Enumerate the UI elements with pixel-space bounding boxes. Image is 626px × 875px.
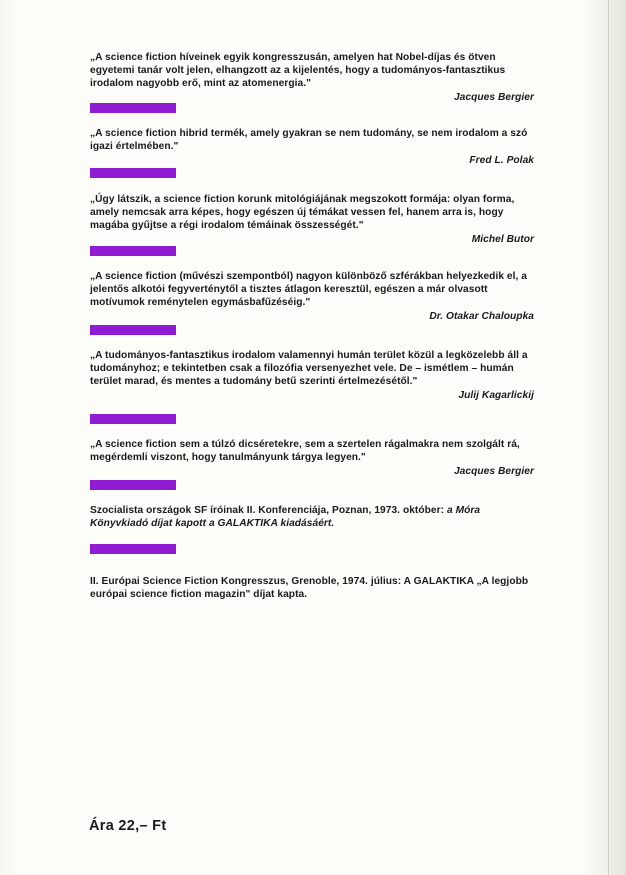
quote-author: Fred L. Polak	[469, 155, 534, 166]
award-event: Szocialista országok SF íróinak II. Konferenciája, Poznan, 1973. október:	[90, 505, 445, 516]
award-event: II. Európai Science Fiction Kongresszus, Grenoble, 1974. július: A GALAKTIKA „A legjobb európai science fiction magazin" díjat kapta.	[90, 576, 529, 600]
purple-divider	[90, 480, 176, 490]
quote-text: „Úgy látszik, a science fiction korunk mitológiájának megszokott formája: olyan forma, amely nemcsak arra képes, hogy egészen új témákat vessen fel, hanem arra is, hogy magába gyűjtse a régi irodalom témáinak összességét."	[90, 194, 515, 231]
quote-block	[90, 193, 534, 246]
quote-block	[90, 127, 534, 167]
quote-text: „A science fiction sem a túlzó dicséretekre, sem a szertelen rágalmakra nem szolgált rá, megérdemli viszont, hogy tanulmányunk tárgya legyen."	[90, 439, 520, 463]
quote-text: „A science fiction hibrid termék, amely gyakran se nem tudomány, se nem irodalom a szó igazi értelmében."	[90, 128, 528, 152]
quote-block	[90, 51, 534, 104]
award-text	[90, 575, 534, 601]
purple-divider	[90, 168, 176, 178]
price-label: Ára 22,– Ft	[89, 818, 167, 834]
quote-block	[90, 349, 534, 402]
purple-divider	[90, 246, 176, 256]
quote-text: „A tudományos-fantasztikus irodalom valamennyi humán terület közül a legközelebb áll a tudományhoz; e tekintetben csak a filozófia versenyezhet vele. De – ismétlem – humán terület marad, és mentes a tudomány betű szerinti értelmezésétől."	[90, 350, 528, 387]
award-text	[90, 504, 534, 530]
quote-text: „A science fiction (művészi szempontból) nagyon különböző szférákban helyezkedik el, a jelentős alkotói fegyverténytől a tisztes átlagon keresztül, egészen a már olvasott motívumok reménytelen egymásbafűzéséig."	[90, 271, 527, 308]
quote-author: Dr. Otakar Chaloupka	[429, 311, 534, 322]
purple-divider	[90, 414, 176, 424]
quote-author: Jacques Bergier	[453, 92, 534, 103]
purple-divider	[90, 544, 176, 554]
purple-divider	[90, 325, 176, 335]
award-block	[90, 504, 534, 530]
purple-divider	[90, 103, 176, 113]
award-block	[90, 575, 534, 601]
quote-author: Julij Kagarlickij	[458, 390, 534, 401]
quote-block	[90, 438, 534, 478]
quote-block	[90, 270, 534, 323]
award-detail: a Móra Könyvkiadó díjat kapott a GALAKTIKA kiadásáért.	[90, 505, 481, 529]
quote-author: Jacques Bergier	[453, 466, 534, 477]
spine-edge	[608, 0, 609, 875]
quote-text: „A science fiction híveinek egyik kongresszusán, amelyen hat Nobel-díjas és ötven egyetemi tanár volt jelen, elhangzott az a kijelentés, hogy a tudományos-fantasztikus irodalom nagyobb erő, mint az atomenergia."	[90, 52, 506, 89]
quote-author: Michel Butor	[471, 234, 534, 245]
